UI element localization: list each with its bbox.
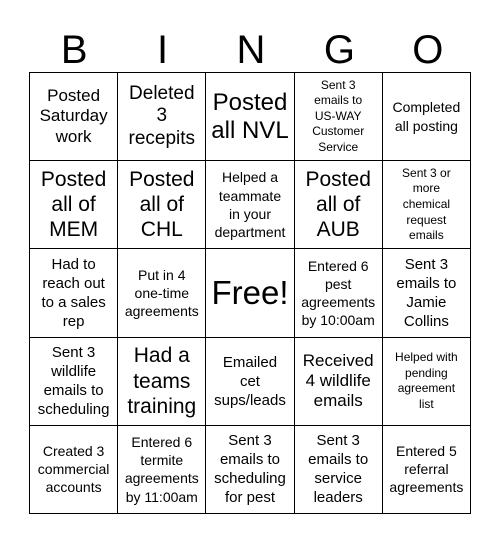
bingo-cell-r2-c2[interactable] (118, 161, 206, 249)
bingo-cell-r5-c3[interactable] (206, 426, 294, 514)
cell-text: Posted all NVL (211, 89, 289, 144)
bingo-cell-r3-c5[interactable] (383, 249, 471, 337)
cell-text: Created 3 commercial accounts (37, 443, 110, 496)
cell-text: Helped a teammate in your department (214, 169, 286, 240)
cell-text: Sent 3 emails to US-WAY Customer Service (312, 77, 365, 154)
header-letter-g: G (323, 28, 355, 72)
bingo-cell-r5-c1[interactable] (30, 426, 118, 514)
cell-text: Put in 4 one-time agreements (124, 266, 199, 320)
bingo-cell-r3-c1[interactable] (30, 249, 118, 337)
bingo-cell-r5-c2[interactable] (118, 426, 206, 514)
bingo-cell-r1-c1[interactable] (30, 73, 118, 161)
cell-text: Posted Saturday work (39, 86, 108, 146)
bingo-card-grid (29, 72, 471, 514)
bingo-cell-r1-c4[interactable] (295, 73, 383, 161)
cell-text: Entered 6 termite agreements by 11:00am (124, 434, 199, 505)
bingo-cell-r2-c3[interactable] (206, 161, 294, 249)
bingo-cell-r5-c5[interactable] (383, 426, 471, 514)
header-letter-o: O (412, 28, 444, 72)
header-letter-n: N (236, 28, 266, 72)
cell-text: Entered 5 referral agreements (389, 443, 464, 496)
cell-text: Emailed cet sups/leads (214, 353, 286, 409)
bingo-cell-r4-c5[interactable] (383, 338, 471, 426)
bingo-cell-r2-c4[interactable] (295, 161, 383, 249)
cell-text: Posted all of MEM (40, 168, 107, 242)
bingo-cell-r3-c2[interactable] (118, 249, 206, 337)
bingo-cell-r1-c5[interactable] (383, 73, 471, 161)
cell-text: Had to reach out to a sales rep (41, 255, 106, 331)
cell-text: Sent 3 emails to Jamie Collins (396, 255, 457, 331)
cell-text: Sent 3 emails to scheduling for pest (214, 432, 286, 507)
bingo-cell-r5-c4[interactable] (295, 426, 383, 514)
bingo-cell-r3-c4[interactable] (295, 249, 383, 337)
header-letter-b: B (60, 28, 88, 72)
bingo-cell-r4-c3[interactable] (206, 338, 294, 426)
cell-text: Received 4 wildlife emails (302, 350, 374, 411)
bingo-cell-r4-c1[interactable] (30, 338, 118, 426)
bingo-cell-r1-c2[interactable] (118, 73, 206, 161)
bingo-cell-r4-c2[interactable] (118, 338, 206, 426)
bingo-cell-free[interactable] (206, 249, 294, 337)
bingo-cell-r4-c4[interactable] (295, 338, 383, 426)
cell-text: Had a teams training (127, 344, 197, 418)
bingo-header (30, 28, 472, 72)
cell-text: Sent 3 or more chemical request emails (402, 165, 451, 243)
cell-text: Deleted 3 recepits (128, 82, 196, 149)
free-space-text: Free! (211, 273, 289, 311)
cell-text: Posted all of AUB (305, 168, 371, 242)
cell-text: Sent 3 emails to service leaders (308, 432, 369, 507)
cell-text: Sent 3 wildlife emails to scheduling (37, 344, 110, 419)
bingo-cell-r2-c1[interactable] (30, 161, 118, 249)
bingo-cell-r1-c3[interactable] (206, 73, 294, 161)
cell-text: Helped with pending agreement list (395, 350, 458, 411)
cell-text: Completed all posting (392, 99, 461, 134)
bingo-cell-r2-c5[interactable] (383, 161, 471, 249)
cell-text: Entered 6 pest agreements by 10:00am (301, 257, 376, 329)
cell-text: Posted all of CHL (129, 168, 195, 242)
header-letter-i: I (157, 28, 169, 72)
